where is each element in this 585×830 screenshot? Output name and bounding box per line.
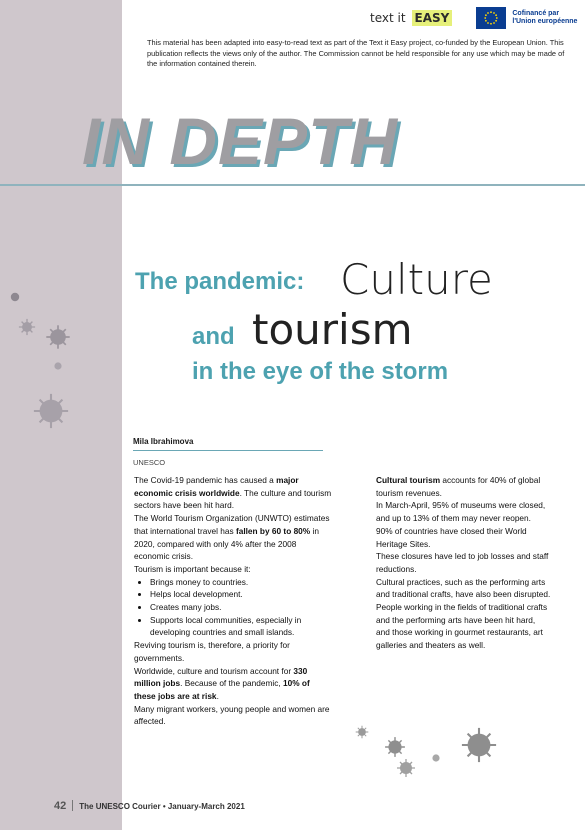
paragraph: In March-April, 95% of museums were closed, and up to 13% of them may never reopen. — [376, 500, 546, 524]
eu-flag-icon — [476, 7, 506, 29]
header-rule — [0, 184, 585, 186]
text-column-left — [134, 474, 332, 728]
paragraph: These closures have led to job losses and staff reductions. — [376, 551, 549, 574]
virus-icon — [355, 725, 369, 739]
brand-text: text it — [370, 11, 406, 25]
paragraph: Cultural practices, such as the performing arts and traditional crafts, have also been disrupted. — [376, 576, 551, 600]
virus-icon — [460, 726, 498, 764]
list-item: • Creates many jobs. — [150, 601, 332, 614]
section-headline: IN DEPTH — [82, 104, 399, 178]
paragraph: Many migrant workers, young people and women are affected. — [134, 703, 330, 727]
page-number: 42 — [54, 800, 67, 812]
paragraph: The Covid-19 pandemic has caused a major economic crisis worldwide. The culture and tourism sectors have been hit hard. — [134, 475, 332, 511]
author-organization: UNESCO — [133, 458, 166, 467]
virus-icon — [32, 392, 70, 430]
paragraph: People working in the fields of traditional crafts and the performing arts have been hit hard, and those working in gourmet restaurants, art galleries and theaters as well. — [376, 602, 548, 651]
byline-rule — [133, 450, 323, 451]
virus-icon — [384, 736, 406, 758]
paragraph: Worldwide, culture and tourism account for 330 million jobs. Because of the pandemic, 10% of these jobs are at risk. — [134, 665, 310, 701]
virus-icon — [8, 290, 22, 304]
issue-date: • January-March 2021 — [162, 802, 245, 811]
author-name: Mila Ibrahimova — [133, 437, 194, 446]
virus-icon — [430, 752, 442, 764]
disclaimer: This material has been adapted into easy-to-read text as part of the Text it Easy project, co-funded by the European Union. This publication reflects the views only of the author. The Commission cannot be held responsible for any use which may be made of the information contained therein. — [147, 38, 565, 68]
list-item: • Supports local communities, especially in developing countries and small islands. — [150, 614, 332, 639]
title-part-1: The pandemic: — [135, 268, 305, 295]
paragraph: 90% of countries have closed their World Heritage Sites. — [376, 525, 527, 549]
eu-label-line2: l'Union européenne — [512, 18, 578, 25]
eu-label-line1: Cofinancé par — [512, 10, 560, 17]
brand-easy: EASY — [412, 10, 453, 26]
eu-cofunding-label — [512, 10, 577, 26]
virus-icon — [45, 324, 71, 350]
bullet-list — [134, 576, 332, 640]
page-footer — [54, 800, 245, 812]
text-column-right — [376, 474, 551, 652]
paragraph: Cultural tourism accounts for 40% of global tourism revenues. — [376, 475, 541, 498]
publication-name: The UNESCO Courier — [79, 802, 161, 811]
paragraph: Reviving tourism is, therefore, a priority for governments. — [134, 640, 290, 663]
title-part-2: Culture — [340, 255, 493, 304]
virus-icon — [396, 758, 416, 778]
virus-icon — [52, 360, 64, 372]
paragraph: Tourism is important because it: — [134, 563, 251, 574]
paragraph: The World Tourism Organization (UNWTO) estimates that international travel has fallen by 60 to 80% in 2020, compared with only 4% after the 2008 economic crisis. — [134, 513, 330, 562]
header-logos — [370, 4, 582, 32]
virus-icon — [18, 318, 36, 336]
list-item: • Helps local development. — [150, 588, 332, 601]
title-part-5: in the eye of the storm — [192, 358, 449, 385]
title-part-3: and — [192, 323, 235, 350]
list-item: • Brings money to countries. — [150, 576, 332, 589]
footer-divider — [72, 800, 73, 811]
title-part-4: tourism — [252, 305, 413, 354]
